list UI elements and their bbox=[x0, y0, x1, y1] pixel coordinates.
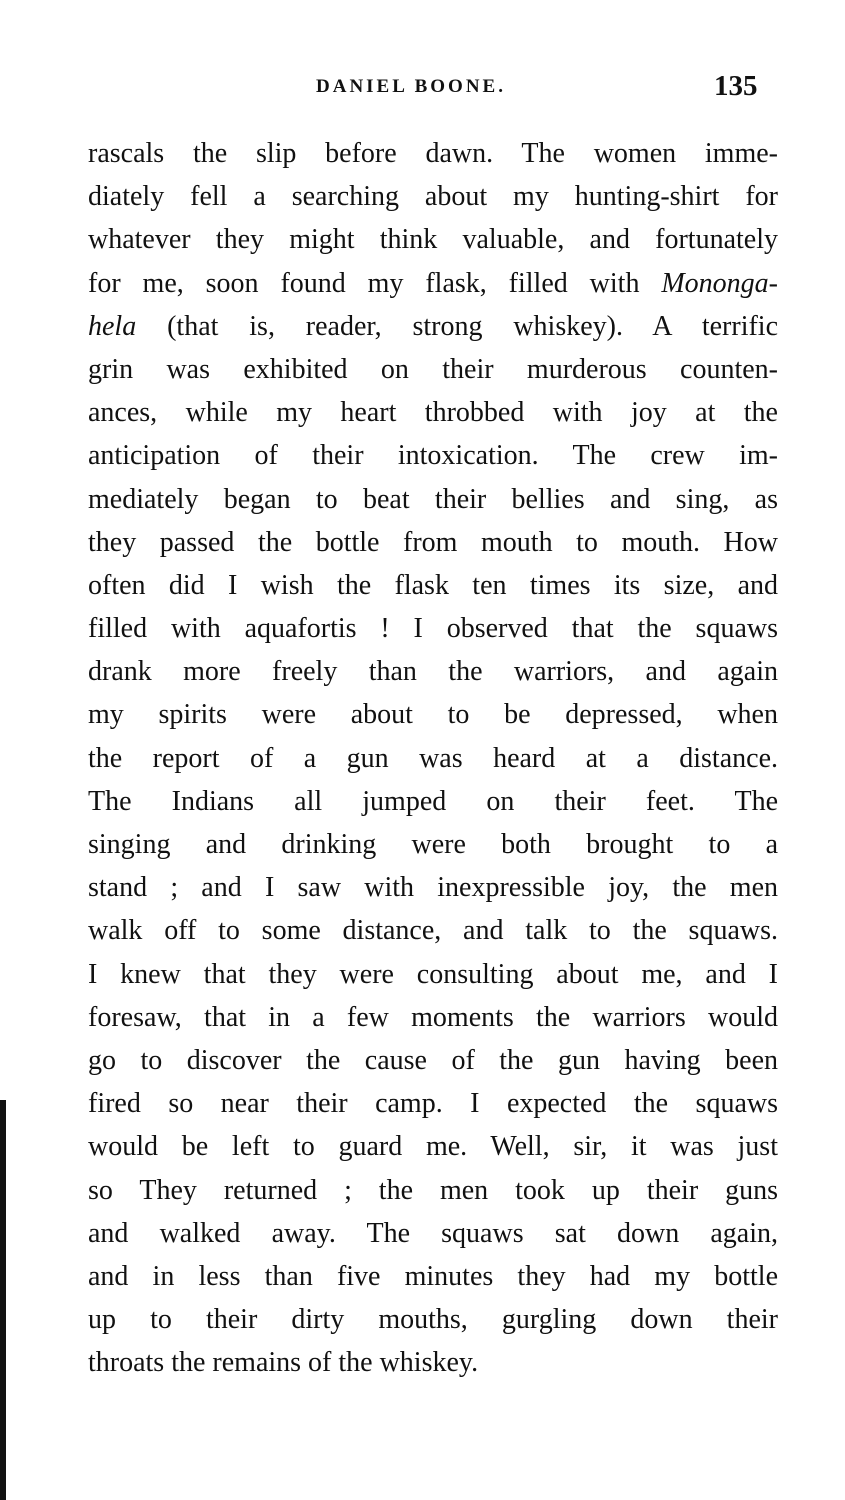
text-line: stand ; and I saw with inexpressible joy, the men bbox=[88, 872, 778, 904]
page-number: 135 bbox=[714, 70, 758, 102]
text-line: whatever they might think valuable, and fortunately bbox=[88, 224, 778, 256]
running-head bbox=[0, 70, 845, 106]
text-line: so They returned ; the men took up their guns bbox=[88, 1174, 778, 1206]
text-line: the report of a gun was heard at a distance. bbox=[88, 742, 778, 774]
text-line bbox=[88, 262, 778, 305]
text-line: and in less than five minutes they had my bottle bbox=[88, 1260, 778, 1292]
body-text bbox=[88, 132, 778, 1384]
text-line: often did I wish the flask ten times its size, and bbox=[88, 569, 778, 601]
text-line: go to discover the cause of the gun having been bbox=[88, 1044, 778, 1076]
text-line: drank more freely than the warriors, and again bbox=[88, 656, 778, 688]
text-line bbox=[88, 305, 778, 348]
text-line: filled with aquafortis ! I observed that the squaws bbox=[88, 613, 778, 645]
text-line: would be left to guard me. Well, sir, it was just bbox=[88, 1131, 778, 1163]
text-line: walk off to some distance, and talk to the squaws. bbox=[88, 915, 778, 947]
text-segment: (that is, reader, strong whiskey). A terrific bbox=[167, 310, 779, 342]
text-line: up to their dirty mouths, gurgling down their bbox=[88, 1304, 778, 1336]
text-line: I knew that they were consulting about me, and I bbox=[88, 958, 778, 990]
text-line: and walked away. The squaws sat down again, bbox=[88, 1217, 778, 1249]
text-line: diately fell a searching about my hunting-shirt for bbox=[88, 181, 778, 213]
text-line: my spirits were about to be depressed, when bbox=[88, 699, 778, 731]
text-line: foresaw, that in a few moments the warriors would bbox=[88, 1001, 778, 1033]
text-segment: for me, soon found my flask, filled with bbox=[88, 267, 662, 299]
text-line: ances, while my heart throbbed with joy at the bbox=[88, 397, 778, 429]
text-line: fired so near their camp. I expected the squaws bbox=[88, 1088, 778, 1120]
text-line: grin was exhibited on their murderous counten- bbox=[88, 353, 778, 385]
italic-word: Mononga- bbox=[661, 267, 778, 299]
text-line: singing and drinking were both brought to a bbox=[88, 829, 778, 860]
italic-word: hela bbox=[88, 310, 137, 342]
running-head-title: DANIEL BOONE. bbox=[316, 76, 506, 97]
text-line: anticipation of their intoxication. The crew im- bbox=[88, 440, 778, 472]
text-line: they passed the bottle from mouth to mouth. How bbox=[88, 526, 778, 558]
text-line: The Indians all jumped on their feet. The bbox=[88, 785, 778, 817]
text-line: throats the remains of the whiskey. bbox=[88, 1347, 479, 1379]
text-line: rascals the slip before dawn. The women imme- bbox=[88, 138, 778, 169]
scan-edge-shadow bbox=[0, 1100, 6, 1500]
text-line: mediately began to beat their bellies and sing, as bbox=[88, 483, 778, 515]
